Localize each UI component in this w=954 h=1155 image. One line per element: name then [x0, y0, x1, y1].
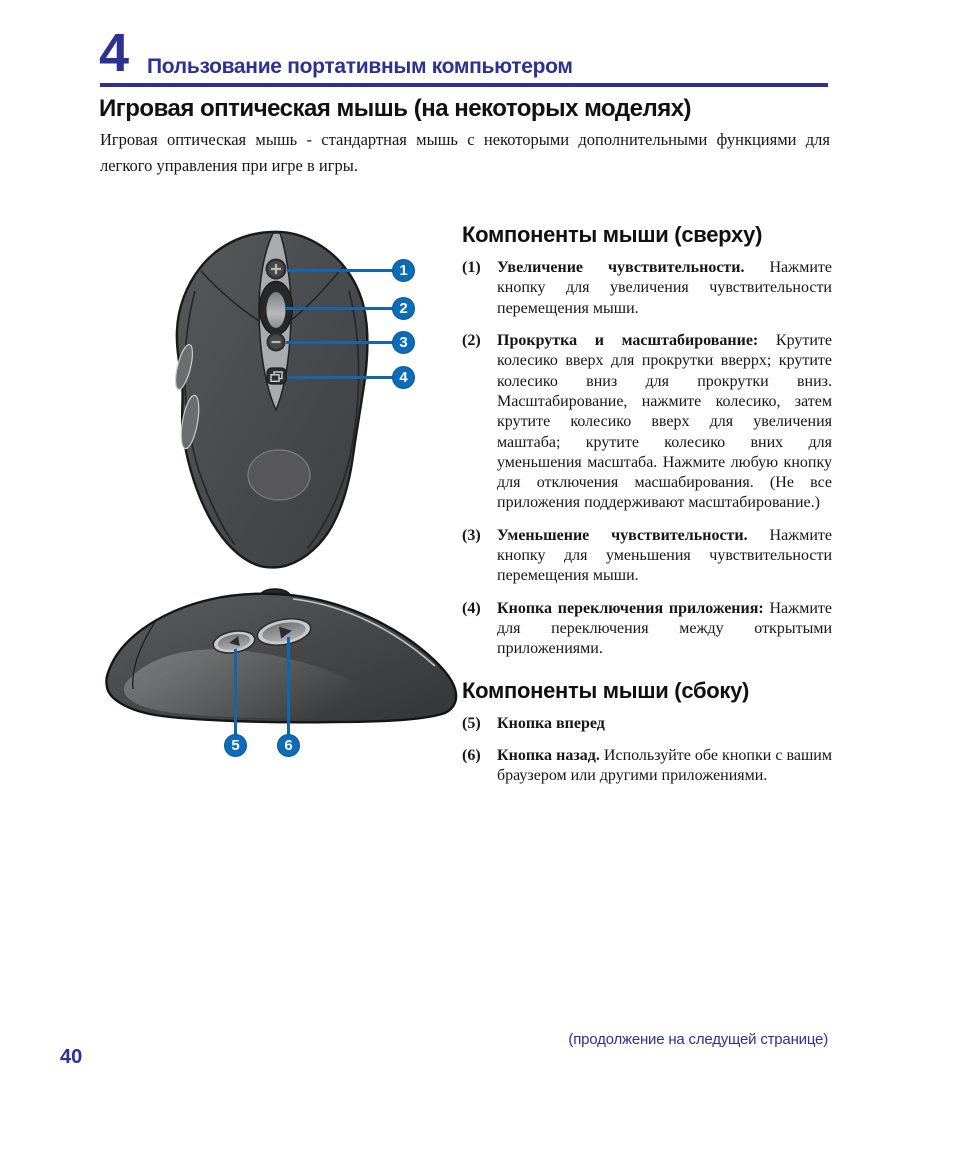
item-label: Увеличение чувствительности. — [497, 259, 745, 276]
item-body — [497, 746, 832, 787]
continuation-note: (продолжение на следущей странице) — [568, 1031, 828, 1048]
callout-badge-6: 6 — [277, 734, 300, 757]
list-item-3 — [462, 526, 832, 587]
item-number: (6) — [462, 746, 481, 764]
item-body — [497, 526, 832, 587]
item-body — [497, 599, 832, 660]
page-title: Игровая оптическая мышь (на некоторых моделях) — [99, 95, 692, 122]
callout-badge-5: 5 — [224, 734, 247, 757]
component-descriptions — [462, 222, 832, 799]
dpi-down-button — [267, 333, 286, 352]
list-item-4 — [462, 599, 832, 660]
item-body — [497, 714, 832, 734]
item-number: (3) — [462, 526, 481, 544]
mouse-side-view-illustration — [103, 588, 465, 730]
list-item-2 — [462, 331, 832, 514]
callout-line-1 — [287, 269, 393, 272]
callout-line-4 — [288, 376, 393, 379]
item-text: Нажмите кнопку для уменьшения чувствительности перемещения мыши. — [497, 526, 832, 585]
item-number: (1) — [462, 259, 481, 276]
item-label: Уменьшение чувствительности. — [497, 526, 748, 544]
item-label: Кнопка назад. — [497, 746, 600, 764]
chapter-title: Пользование портативным компьютером — [147, 55, 573, 78]
item-text: Нажмите для переключения между открытыми приложениями. — [497, 599, 832, 658]
list-item-6 — [462, 746, 832, 787]
chapter-number: 4 — [99, 23, 129, 83]
section-heading-top-view: Компоненты мыши (сверху) — [462, 222, 763, 247]
section-heading-side-view: Компоненты мыши (сбоку) — [462, 677, 750, 703]
callout-line-2 — [285, 307, 393, 310]
mouse-top-view-illustration — [171, 229, 375, 573]
header-rule — [100, 83, 828, 87]
item-number: (4) — [462, 599, 481, 617]
list-item-1 — [462, 258, 832, 319]
item-text: Используйте обе кнопки с вашим браузером или другими приложениями. — [497, 746, 832, 785]
item-label: Кнопка вперед — [497, 714, 605, 732]
item-text: Нажмите кнопку для увеличения чувствительности перемещения мыши. — [497, 259, 832, 317]
item-label: Кнопка переключения приложения: — [497, 599, 764, 617]
item-text: Крутите колесико вверх для прокрутки вверрх; крутите колесико вниз для прокрутки вниз. Масштабирование, нажмите колесико, затем крутите колесико вверх для увеличения маштаба; крутите колесико вних для уменьшения масштаба. Нажмите любую кнопку для отключения масшабирования. (Не все приложения поддерживают масштабирование.) — [497, 331, 833, 512]
intro-paragraph: Игровая оптическая мышь - стандартная мышь с некоторыми дополнительными функциями для легкого управления при игре в игры. — [100, 130, 830, 175]
palm-area — [248, 450, 310, 500]
callout-badge-2: 2 — [392, 297, 415, 320]
callout-line-5 — [234, 649, 237, 736]
callout-badge-1: 1 — [392, 259, 415, 282]
app-switch-button — [267, 368, 286, 384]
item-number: (2) — [462, 331, 481, 349]
item-body — [497, 258, 832, 319]
callout-line-6 — [287, 637, 290, 736]
callout-badge-4: 4 — [392, 366, 415, 389]
item-number: (5) — [462, 714, 481, 732]
page-number: 40 — [60, 1046, 83, 1068]
item-body — [497, 331, 832, 514]
item-label: Прокрутка и масштабирование: — [497, 331, 759, 349]
dpi-up-button — [266, 259, 287, 280]
callout-line-3 — [286, 341, 393, 344]
list-item-5 — [462, 714, 832, 734]
callout-badge-3: 3 — [392, 331, 415, 354]
